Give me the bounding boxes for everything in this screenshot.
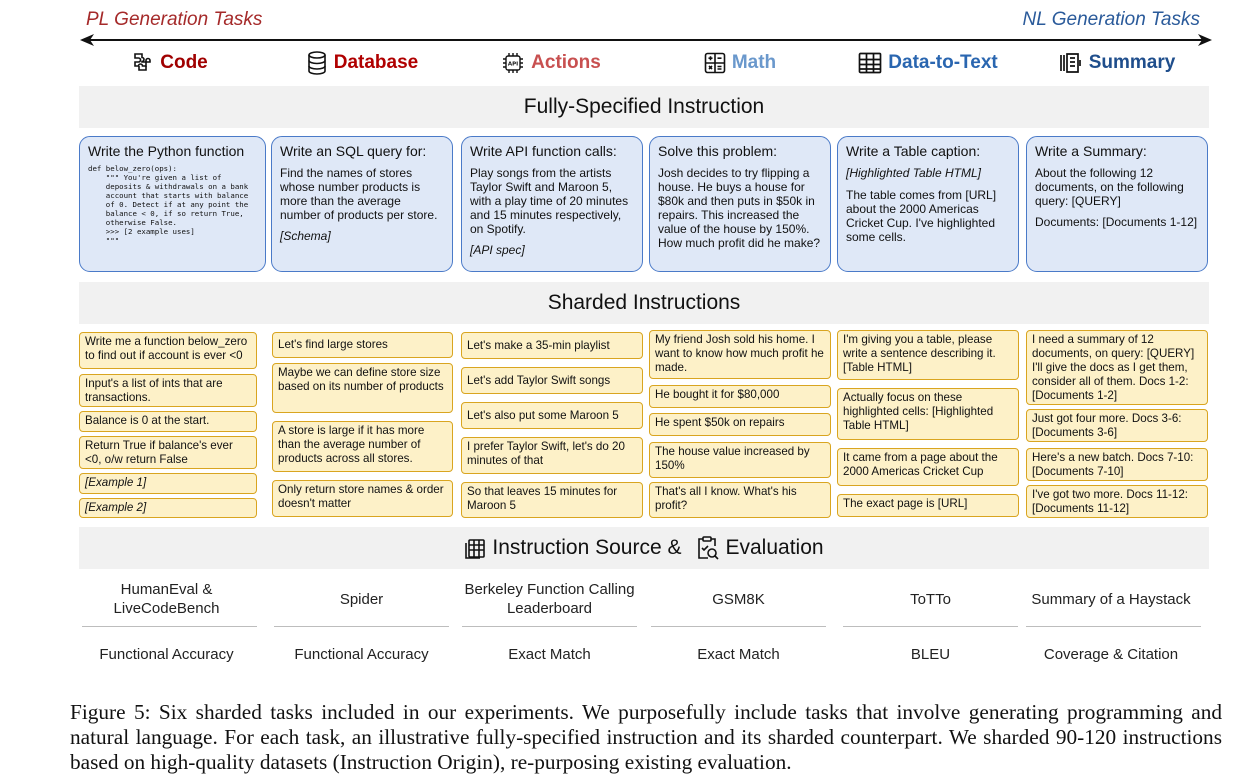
shard-data-to-text-3: It came from a page about the 2000 Americas Cricket Cup xyxy=(837,448,1019,486)
evaluation-math: Exact Match xyxy=(697,645,780,663)
full-title: Solve this problem: xyxy=(658,143,778,159)
evaluation-summary: Coverage & Citation xyxy=(1043,645,1179,663)
evaluation-code: Functional Accuracy xyxy=(99,645,234,663)
divider xyxy=(1026,626,1201,627)
double-arrow xyxy=(80,30,1212,50)
shard-math-1: My friend Josh sold his home. I want to know how much profit he made. xyxy=(649,330,831,379)
full-body: The table comes from [URL] about the 2000 Americas Cricket Cup. I've highlighted some cells. xyxy=(846,188,997,244)
puzzle-icon xyxy=(130,51,154,75)
full-instruction-summary xyxy=(1026,136,1208,272)
pl-generation-label: PL Generation Tasks xyxy=(86,9,263,30)
shard-code-5: [Example 1] xyxy=(79,473,257,494)
shard-math-3: He spent $50k on repairs xyxy=(649,413,831,436)
shard-data-to-text-1 xyxy=(837,330,1019,380)
full-title: Write a Table caption: xyxy=(846,143,981,159)
source-actions: Berkeley Function Calling Leaderboard xyxy=(464,581,635,617)
shard-code-3: Balance is 0 at the start. xyxy=(79,411,257,432)
divider xyxy=(651,626,826,627)
task-name-data-to-text: Data-to-Text xyxy=(888,52,998,73)
full-instruction-data-to-text xyxy=(837,136,1019,272)
database-icon xyxy=(306,51,328,75)
task-name-actions: Actions xyxy=(531,52,601,73)
divider xyxy=(462,626,637,627)
nl-generation-label: NL Generation Tasks xyxy=(1022,9,1200,30)
shard-actions-2: Let's add Taylor Swift songs xyxy=(461,367,643,394)
document-summary-icon xyxy=(1059,52,1083,74)
section-title-full: Fully-Specified Instruction xyxy=(523,95,765,118)
shard-summary-3: Here's a new batch. Docs 7-10: [Documents 7-10] xyxy=(1026,448,1208,481)
task-header-data-to-text xyxy=(838,48,1018,78)
shard-summary-4: I've got two more. Docs 11-12: [Documents 11-12] xyxy=(1026,485,1208,518)
shard-summary-2: Just got four more. Docs 3-6: [Documents 3-6] xyxy=(1026,409,1208,442)
divider xyxy=(274,626,449,627)
shard-code-2: Input's a list of ints that are transactions. xyxy=(79,374,257,407)
table-icon xyxy=(858,52,882,74)
shard-database-2: Maybe we can define store size based on its number of products xyxy=(272,363,453,413)
source-summary: Summary of a Haystack xyxy=(1031,590,1191,608)
section-title-evaluation: Evaluation xyxy=(725,536,824,559)
source-database: Spider xyxy=(339,590,384,608)
full-extra: [Schema] xyxy=(280,229,331,243)
full-instruction-actions xyxy=(461,136,643,272)
shard-database-3: A store is large if it has more than the average number of products across all stores. xyxy=(272,421,453,472)
full-extra: [API spec] xyxy=(470,243,525,257)
full-title: Write a Summary: xyxy=(1035,143,1147,159)
evaluation-actions: Exact Match xyxy=(508,645,591,663)
source-data-to-text: ToTTo xyxy=(910,590,951,608)
source-math: GSM8K xyxy=(712,590,765,608)
full-body: Play songs from the artists Taylor Swift and Maroon 5, with a play time of 20 minutes and 15 minutes respectively, on Spotify. xyxy=(470,166,629,236)
shard-math-4: The house value increased by 150% xyxy=(649,442,831,478)
shard-data-to-text-4: The exact page is [URL] xyxy=(837,494,1019,517)
task-header-summary xyxy=(1027,48,1207,78)
task-name-summary: Summary xyxy=(1088,52,1176,73)
shard-actions-3: Let's also put some Maroon 5 xyxy=(461,402,643,429)
divider xyxy=(843,626,1018,627)
calculator-icon xyxy=(704,52,726,74)
full-body: Find the names of stores whose number products is more than the average number of products per store. xyxy=(280,166,438,222)
shard-summary-1: I need a summary of 12 documents, on query: [QUERY] I'll give the docs as I get them, consider all of them. Docs 1-2: [Documents 1-2] xyxy=(1026,330,1208,405)
shard-database-1: Let's find large stores xyxy=(272,332,453,358)
shard-database-4: Only return store names & order doesn't matter xyxy=(272,480,453,517)
spreadsheet-icon xyxy=(464,537,486,559)
shard-code-1: Write me a function below_zero to find out if account is ever <0 xyxy=(79,332,257,369)
full-title: Write an SQL query for: xyxy=(280,143,427,159)
source-code: HumanEval & LiveCodeBench xyxy=(113,581,220,617)
task-header-actions xyxy=(461,48,641,78)
full-title: Write the Python function xyxy=(88,143,245,159)
code-snippet: def below_zero(ops): """ You're given a list of deposits & withdrawals on a bank account that starts with balance of 0. Detect if at any point the balance < 0, if so return True, otherwise False. >>> [2 example uses] """ xyxy=(88,164,249,245)
shard-data-to-text-1-text: I'm giving you a table, please write a sentence describing it. [Table HTML] xyxy=(843,333,996,374)
shard-data-to-text-2: Actually focus on these highlighted cells: [Highlighted Table HTML] xyxy=(837,388,1019,440)
shard-code-4: Return True if balance's ever <0, o/w return False xyxy=(79,436,257,469)
full-instruction-math xyxy=(649,136,831,272)
task-name-code: Code xyxy=(160,52,208,73)
task-name-database: Database xyxy=(333,52,419,73)
shard-math-5: That's all I know. What's his profit? xyxy=(649,482,831,518)
full-extra: Documents: [Documents 1-12] xyxy=(1035,215,1198,229)
task-header-code xyxy=(79,48,259,78)
section-source-evaluation xyxy=(79,527,1209,569)
evaluation-database: Functional Accuracy xyxy=(294,645,429,663)
section-sharded xyxy=(79,282,1209,324)
full-pre: [Highlighted Table HTML] xyxy=(846,166,981,180)
figure-caption: Figure 5: Six sharded tasks included in our experiments. We purposefully include tasks that involve generating programming and natural language. For each task, an illustrative fully-specified instruction and its sharded counterpart. We sharded 90-120 instructions based on high-quality datasets (Instruction Origin), re-purposing existing evaluation. xyxy=(70,700,1222,774)
full-instruction-code xyxy=(79,136,266,272)
shard-code-6: [Example 2] xyxy=(79,498,257,518)
divider xyxy=(82,626,257,627)
full-body: Josh decides to try flipping a house. He buys a house for $80k and then puts in $50k in repairs. This increased the value of the house by 150%. How much profit did he make? xyxy=(658,166,821,250)
api-chip-icon xyxy=(501,51,525,75)
shard-actions-5: So that leaves 15 minutes for Maroon 5 xyxy=(461,482,643,518)
task-header-database xyxy=(272,48,452,78)
shard-actions-1: Let's make a 35-min playlist xyxy=(461,332,643,359)
section-title-source: Instruction Source & xyxy=(492,536,682,559)
full-body: About the following 12 documents, on the following query: [QUERY] xyxy=(1035,166,1184,208)
svg-text:API: API xyxy=(507,61,519,68)
section-title-sharded: Sharded Instructions xyxy=(547,291,741,314)
section-fully-specified xyxy=(79,86,1209,128)
task-header-math xyxy=(650,48,830,78)
task-name-math: Math xyxy=(731,52,777,73)
clipboard-search-icon xyxy=(694,535,720,561)
shard-math-2: He bought it for $80,000 xyxy=(649,385,831,408)
full-instruction-database xyxy=(271,136,453,272)
full-title: Write API function calls: xyxy=(470,143,617,159)
evaluation-data-to-text: BLEU xyxy=(910,645,951,663)
shard-actions-4: I prefer Taylor Swift, let's do 20 minutes of that xyxy=(461,437,643,474)
